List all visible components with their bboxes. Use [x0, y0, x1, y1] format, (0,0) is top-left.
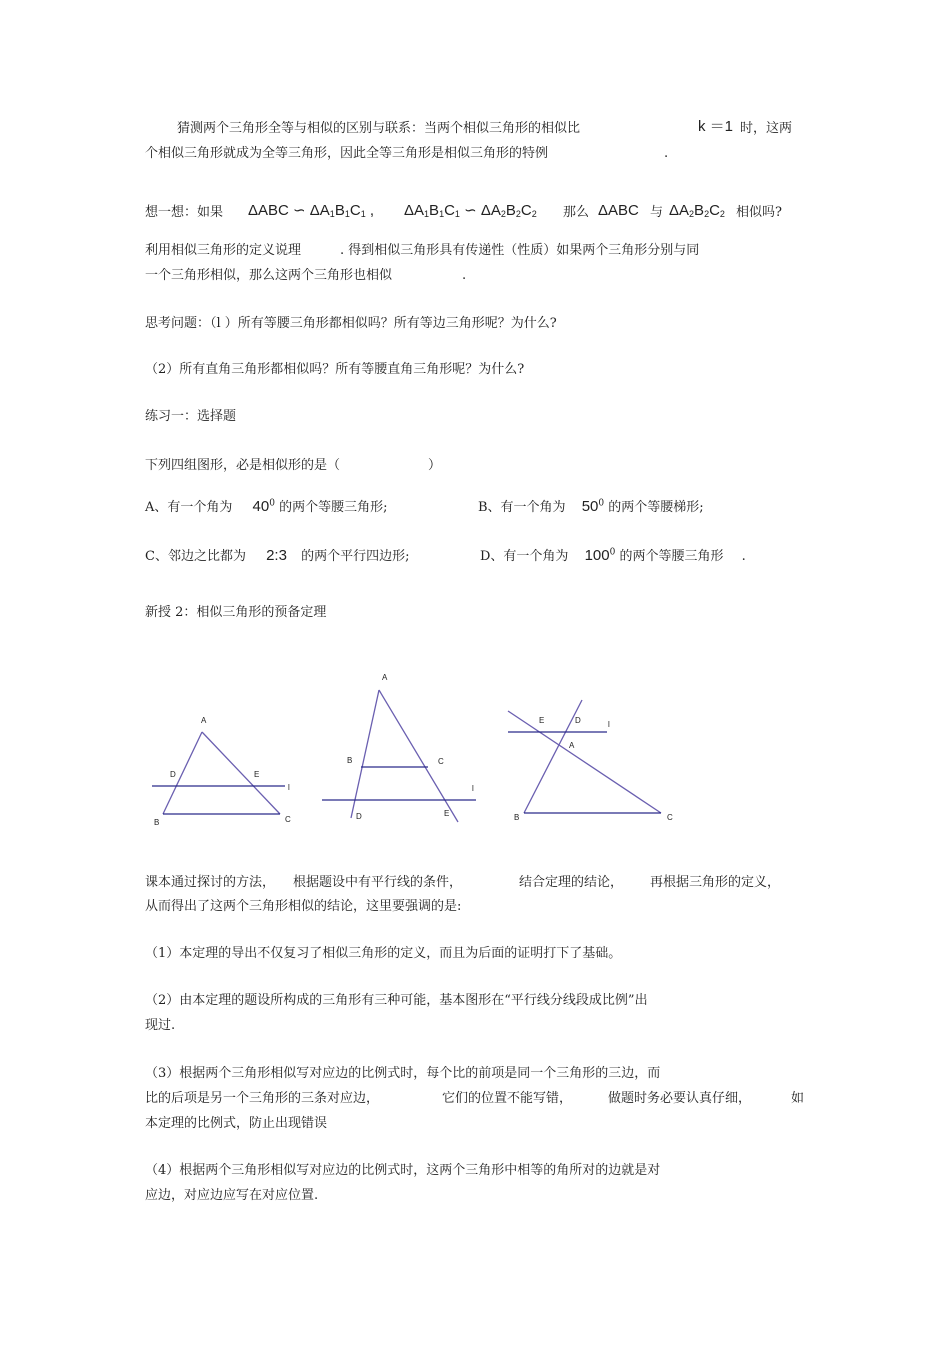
formula-a1b1c1-sim-a2b2c2: $\Delta A_1B_1C_1$ ∽ $\Delta A_2B_2C_2$ [404, 202, 537, 219]
fig2-label-b: B [347, 756, 353, 765]
fig3-label-a: A [569, 741, 575, 750]
option-d [480, 545, 746, 564]
option-d-end: . [741, 549, 746, 564]
degree-mark: 0 [609, 547, 616, 558]
new-lesson-title: 新授 2：相似三角形的预备定理 [145, 605, 327, 620]
intro-line-1b: 时，这两 [740, 121, 793, 136]
think-suffix: 相似吗? [736, 205, 782, 220]
degree-mark: 0 [598, 498, 605, 509]
fig2-label-a: A [382, 673, 388, 682]
think-and: 与 [650, 205, 664, 220]
point-3a: （3）根据两个三角形相似写对应边的比例式时，每个比的前项是同一个三角形的三边，而 [145, 1066, 661, 1081]
explain-line-1c: 结合定理的结论， [519, 875, 624, 890]
question-1: 思考问题：（l ）所有等腰三角形都相似吗？所有等边三角形呢？为什么? [145, 316, 557, 331]
similarity-ratio-k: k ＝1 [698, 118, 734, 135]
fig2-side-ab [351, 690, 379, 818]
fig1-side-ab [163, 732, 202, 814]
option-c [145, 545, 409, 564]
point-4a: （4）根据两个三角形相似写对应边的比例式时，这两个三角形中相等的角所对的边就是对 [145, 1163, 661, 1178]
fig3-line-ec [508, 711, 661, 813]
fig1-label-b: B [154, 818, 160, 827]
option-b-prefix: B、有一个角为 [478, 500, 566, 515]
transitivity-line-2a: 一个三角形相似，那么这两个三角形也相似 [145, 268, 393, 283]
option-a-suffix: 的两个等腰三角形; [279, 500, 388, 515]
point-4b: 应边，对应边应写在对应位置. [145, 1188, 319, 1203]
exercise-question-close: ） [428, 458, 442, 473]
option-b [478, 496, 704, 515]
option-c-suffix: 的两个平行四边形; [301, 549, 410, 564]
fig1-label-c: C [285, 815, 291, 824]
explain-line-2: 从而得出了这两个三角形相似的结论，这里要强调的是: [145, 899, 462, 914]
explain-line-1a: 课本通过探讨的方法， [145, 875, 276, 890]
fig2-label-c: C [438, 757, 444, 766]
intro-line-2a: 个相似三角形就成为全等三角形，因此全等三角形是相似三角形的特例 [145, 146, 549, 161]
option-c-prefix: C、邻边之比都为 [145, 549, 246, 564]
option-d-suffix: 的两个等腰三角形 [619, 549, 724, 564]
formula-abc-sim-a1b1c1: ΔABC ∽ $\Delta A_1B_1C_1$ , [248, 202, 375, 219]
degree-mark: 0 [269, 498, 275, 509]
point-3b1: 比的后项是另一个三角形的三条对应边， [145, 1091, 380, 1106]
intro-line-1a: 猜测两个三角形全等与相似的区别与联系：当两个相似三角形的相似比 [177, 121, 581, 136]
exercise-question: 下列四组图形，必是相似形的是（ [145, 458, 341, 473]
explain-line-1b: 根据题设中有平行线的条件， [293, 875, 463, 890]
fig2-side-ac [379, 690, 458, 822]
fig1-side-ac [202, 732, 280, 814]
point-3b2: 它们的位置不能写错， [442, 1091, 573, 1106]
fig1-label-a: A [201, 716, 207, 725]
transitivity-line-1b: . 得到相似三角形具有传递性（性质）如果两个三角形分别与同 [340, 243, 700, 258]
transitivity-line-1a: 利用相似三角形的定义说理 [145, 243, 302, 258]
fig3-label-l: l [608, 720, 610, 729]
formula-a2b2c2: $\Delta A_2B_2C_2$ [669, 202, 725, 219]
fig2-label-d: D [356, 812, 362, 821]
fig1-label-l: l [288, 783, 290, 792]
point-1: （1）本定理的导出不仅复习了相似三角形的定义，而且为后面的证明打下了基础。 [145, 946, 622, 961]
fig3-label-c: C [667, 813, 673, 822]
option-d-value: 100 [584, 547, 610, 564]
intro-line-2b: . [664, 146, 669, 161]
point-3b4: 如 [791, 1091, 805, 1106]
option-a-value: 40 [252, 498, 270, 515]
option-b-value: 50 [581, 498, 599, 515]
transitivity-line-2b: . [462, 268, 467, 283]
point-3c: 本定理的比例式，防止出现错误 [145, 1116, 328, 1131]
think-prefix: 想一想：如果 [145, 205, 224, 220]
fig3-label-e: E [539, 716, 545, 725]
point-3b3: 做题时务必要认真仔细， [608, 1091, 752, 1106]
point-2a: （2）由本定理的题设所构成的三角形有三种可能，基本图形在“平行线分线段成比例”出 [145, 993, 648, 1008]
fig1-label-e: E [254, 770, 260, 779]
option-b-suffix: 的两个等腰梯形; [608, 500, 704, 515]
option-d-prefix: D、有一个角为 [480, 549, 569, 564]
option-a-prefix: A、有一个角为 [145, 500, 233, 515]
option-c-value: 2:3 [266, 547, 287, 564]
explain-line-1d: 再根据三角形的定义， [650, 875, 781, 890]
fig1-label-d: D [170, 770, 176, 779]
formula-abc: ΔABC [598, 202, 639, 219]
fig2-label-l: l [472, 784, 474, 793]
think-then: 那么 [563, 205, 590, 220]
fig2-label-e: E [444, 809, 450, 818]
fig3-label-d: D [575, 716, 581, 725]
question-2: （2）所有直角三角形都相似吗？所有等腰直角三角形呢？为什么? [145, 362, 525, 377]
point-2b: 现过. [145, 1018, 176, 1033]
fig3-line-db [524, 700, 582, 813]
exercise-title: 练习一：选择题 [145, 409, 237, 424]
fig3-label-b: B [514, 813, 520, 822]
option-a [145, 496, 387, 515]
